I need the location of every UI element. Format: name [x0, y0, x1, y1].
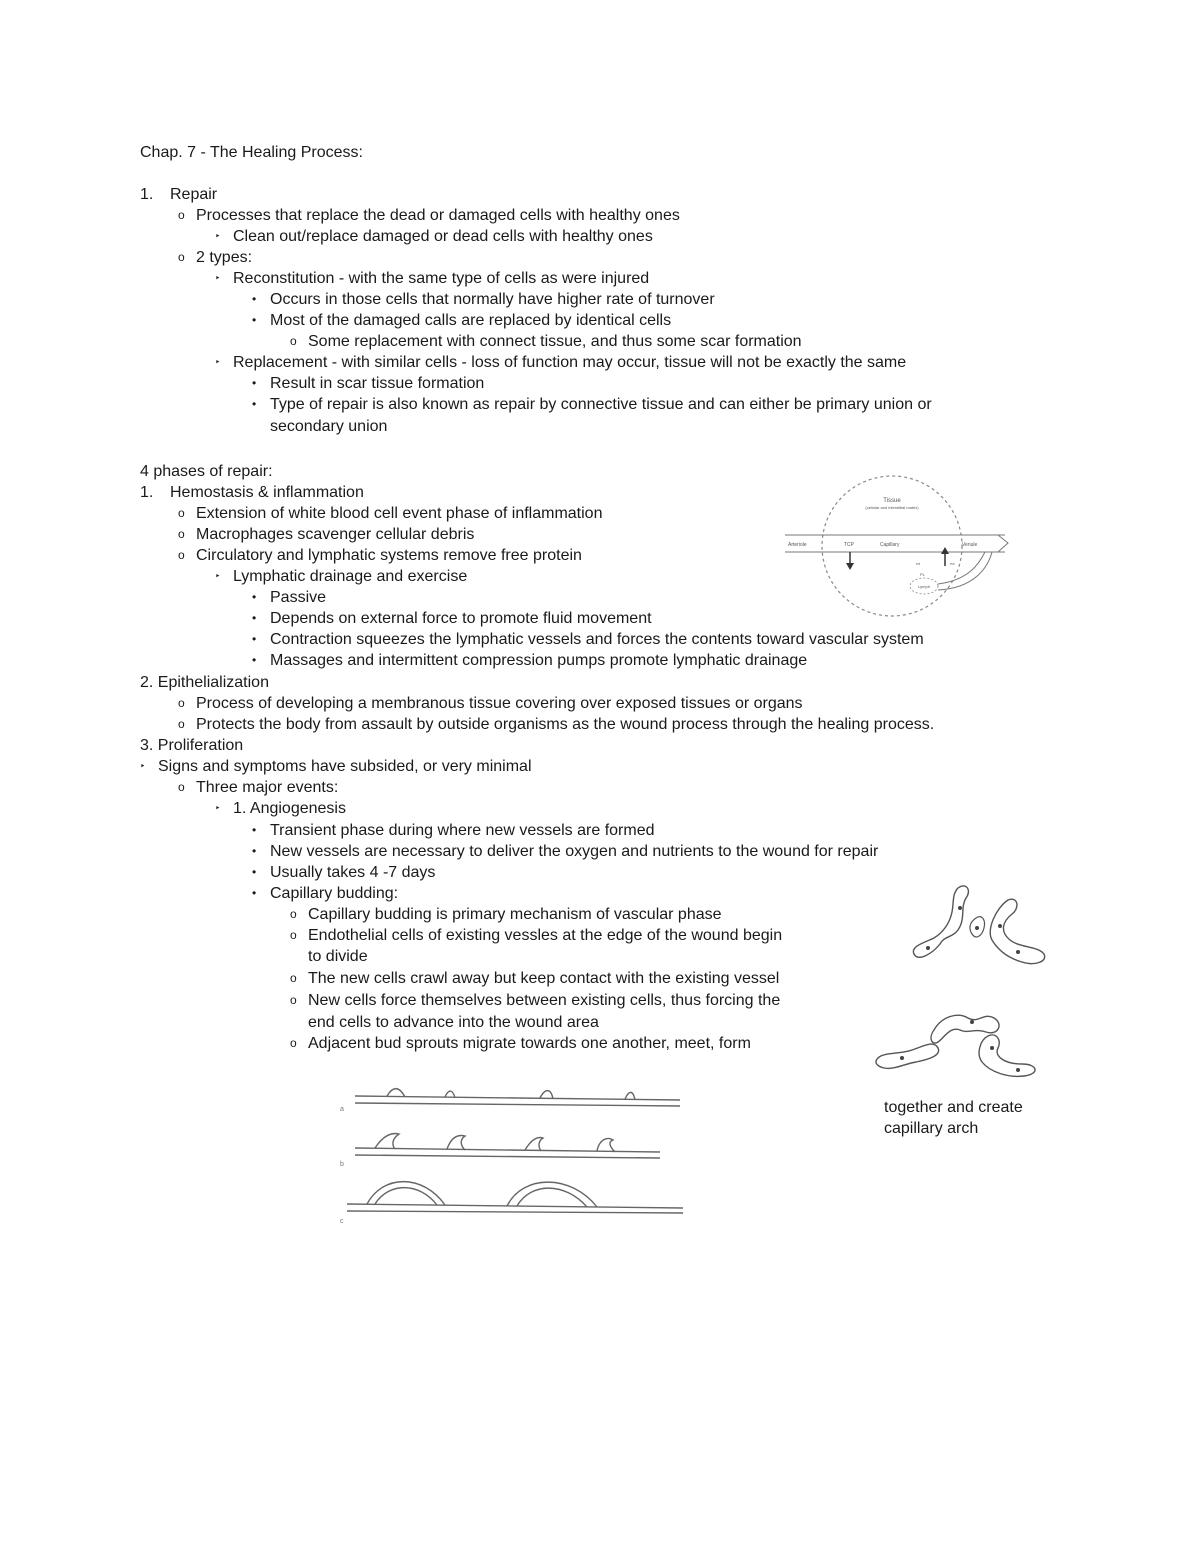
outline-text: Replacement - with similar cells - loss of function may occur, tissue will not be exactly the same [233, 354, 907, 371]
outline-line [215, 798, 346, 819]
bullet-marker: • [252, 865, 257, 879]
pl-label: PL [920, 572, 925, 577]
outline-text: The new cells crawl away but keep contact with the existing vessel [308, 970, 780, 987]
filtration-arrow-head [846, 563, 854, 570]
outline-text: Hemostasis & inflammation [170, 484, 364, 501]
outline-line [290, 968, 779, 989]
outline-text: Depends on external force to promote fluid movement [270, 610, 652, 627]
outline-line [215, 566, 467, 587]
arteriole-label: Arteriole [788, 542, 807, 548]
outline-text: Contraction squeezes the lymphatic vessels and forces the contents toward vascular system [270, 631, 924, 648]
outline-line [308, 1012, 599, 1033]
outline-text: Extension of white blood cell event phase of inflammation [196, 505, 603, 522]
outline-line [140, 482, 364, 503]
outline-line [252, 820, 655, 841]
outline-text: Processes that replace the dead or damaged cells with healthy ones [196, 207, 680, 224]
outline-text: Capillary budding: [270, 885, 399, 902]
outline-line [252, 310, 671, 331]
outline-text: Capillary budding is primary mechanism of vascular phase [308, 906, 722, 923]
outline-line [290, 331, 802, 352]
stage-b [355, 1134, 660, 1158]
outline-line [178, 524, 474, 545]
outline-text: Reconstitution - with the same type of cells as were injured [233, 270, 650, 287]
vessel-end-arrow [998, 535, 1008, 552]
stage-a-label: a [340, 1106, 344, 1113]
outline-text: Process of developing a membranous tissue covering over exposed tissues or organs [196, 695, 803, 712]
cell-nucleus [998, 924, 1002, 928]
outline-text: Circulatory and lymphatic systems remove free protein [196, 547, 582, 564]
bullet-marker: • [252, 397, 257, 411]
bullet-marker: ‣ [215, 571, 221, 581]
bullet-marker: o [290, 993, 297, 1007]
outline-line [178, 545, 582, 566]
tissue-label: Tissue [883, 498, 901, 504]
cell-outline [913, 886, 968, 957]
stage-b-label: b [340, 1161, 344, 1168]
bullet-marker: o [178, 527, 185, 541]
outline-text: Most of the damaged calls are replaced by identical cells [270, 312, 672, 329]
bullet-marker: ‣ [140, 761, 146, 771]
reabsorption-arrow-head [941, 547, 949, 554]
outline-line [252, 650, 807, 671]
outline-line [140, 461, 273, 482]
outline-line [252, 587, 326, 608]
bullet-marker: • [252, 611, 257, 625]
bullet-marker: o [290, 928, 297, 942]
outline-text: Adjacent bud sprouts migrate towards one another, meet, form [308, 1035, 751, 1052]
outline-line [308, 946, 368, 967]
outline-line [252, 862, 435, 883]
outline-text: Massages and intermittent compression pumps promote lymphatic drainage [270, 652, 808, 669]
outline-text: Type of repair is also known as repair by connective tissue and can either be primary union or [270, 396, 932, 413]
bullet-marker: o [290, 907, 297, 921]
bullet-marker: o [178, 717, 185, 731]
outline-line [252, 841, 878, 862]
outline-line [290, 904, 722, 925]
bullet-marker: ‣ [215, 357, 221, 367]
outline-text: Lymphatic drainage and exercise [233, 568, 468, 585]
side-caption-line-1: together and create [884, 1099, 1023, 1116]
outline-line [178, 503, 602, 524]
capillary-label: Capillary [880, 542, 900, 548]
outline-line [140, 756, 532, 777]
page-title: Chap. 7 - The Healing Process: [140, 144, 363, 161]
cell-nucleus [1016, 1068, 1020, 1072]
cell-nucleus [926, 946, 930, 950]
outline-line [290, 925, 782, 946]
bullet-marker: • [252, 376, 257, 390]
outline-line [252, 373, 484, 394]
lymph-vessel [938, 552, 992, 590]
outline-text: Result in scar tissue formation [270, 375, 485, 392]
cell-outline [931, 1015, 999, 1043]
outline-line [178, 777, 338, 798]
capillary-budding-stages [335, 1078, 695, 1228]
cell-outline [876, 1044, 939, 1068]
bullet-marker: o [178, 548, 185, 562]
bullet-marker: o [178, 780, 185, 794]
outline-text: Usually takes 4 -7 days [270, 864, 436, 881]
outline-text: New cells force themselves between existing cells, thus forcing the [308, 992, 781, 1009]
outline-text: New vessels are necessary to deliver the oxygen and nutrients to the wound for repair [270, 843, 879, 860]
outline-line [252, 883, 398, 904]
bullet-marker: o [178, 696, 185, 710]
bullet-marker: • [252, 590, 257, 604]
bullet-marker: o [178, 208, 185, 222]
outline-line [178, 714, 934, 735]
outline-text: 3. Proliferation [140, 737, 244, 754]
bullet-marker: o [290, 971, 297, 985]
outline-line [215, 268, 649, 289]
outline-text: Passive [270, 589, 327, 606]
cell-outline [979, 1035, 1035, 1076]
outline-text: to divide [308, 948, 368, 965]
outline-text: Clean out/replace damaged or dead cells with healthy ones [233, 228, 653, 245]
side-caption-line-2: capillary arch [884, 1120, 979, 1137]
outline-line [178, 205, 680, 226]
outline-line [178, 693, 803, 714]
pi-c-label: πc [950, 561, 955, 566]
outline-line [290, 1033, 751, 1054]
outline-text: Macrophages scavenger cellular debris [196, 526, 475, 543]
outline-text: 4 phases of repair: [140, 463, 273, 480]
outline-line [252, 289, 715, 310]
cell-nucleus [970, 1020, 974, 1024]
bullet-marker: o [178, 250, 185, 264]
outline-text: secondary union [270, 418, 388, 435]
bullet-marker: • [252, 886, 257, 900]
outline-text: 1. Angiogenesis [233, 800, 346, 817]
outline-line [140, 672, 269, 693]
bullet-marker: ‣ [215, 273, 221, 283]
outline-line [215, 352, 906, 373]
outline-line [140, 735, 243, 756]
bullet-marker: • [252, 632, 257, 646]
tissue-sublabel: (cellular and interstitial matrix) [865, 505, 919, 510]
outline-line [215, 226, 653, 247]
cell-nucleus [975, 926, 979, 930]
outline-line [178, 247, 252, 268]
outline-line [290, 990, 780, 1011]
bullet-marker: • [252, 844, 257, 858]
outline-text: Some replacement with connect tissue, and thus some scar formation [308, 333, 802, 350]
stage-c-label: c [340, 1218, 344, 1225]
bullet-marker: ‣ [215, 803, 221, 813]
endothelial-cells-drawing-2 [872, 992, 1052, 1082]
bullet-marker: o [178, 506, 185, 520]
outline-text: Occurs in those cells that normally have higher rate of turnover [270, 291, 715, 308]
capillary-exchange-diagram [780, 462, 1015, 652]
lymph-label: Lymph [918, 584, 930, 589]
outline-line [140, 184, 217, 205]
list-number: 1. [140, 484, 154, 501]
cell-nucleus [900, 1056, 904, 1060]
outline-line [252, 608, 652, 629]
outline-text: Transient phase during where new vessels are formed [270, 822, 655, 839]
cell-nucleus [958, 906, 962, 910]
outline-text: Repair [170, 186, 218, 203]
bullet-marker: • [252, 313, 257, 327]
outline-text: Signs and symptoms have subsided, or very minimal [158, 758, 532, 775]
outline-text: Protects the body from assault by outside organisms as the wound process through the healing process. [196, 716, 935, 733]
outline-text: 2. Epithelialization [140, 674, 269, 691]
bullet-marker: • [252, 823, 257, 837]
outline-text: 2 types: [196, 249, 253, 266]
stage-c [347, 1182, 683, 1213]
pi-t-label: πt [916, 561, 920, 566]
bullet-marker: • [252, 653, 257, 667]
outline-text: Endothelial cells of existing vessles at the edge of the wound begin [308, 927, 783, 944]
tcp-label: TCP [844, 542, 854, 548]
bullet-marker: ‣ [215, 231, 221, 241]
venule-label: Venule [962, 542, 978, 548]
bullet-marker: o [290, 334, 297, 348]
stage-a [355, 1089, 680, 1106]
cell-nucleus [990, 1046, 994, 1050]
outline-line [270, 416, 387, 437]
bullet-marker: o [290, 1036, 297, 1050]
list-number: 1. [140, 186, 154, 203]
bullet-marker: • [252, 292, 257, 306]
outline-text: end cells to advance into the wound area [308, 1014, 599, 1031]
outline-text: Three major events: [196, 779, 339, 796]
cell-nucleus [1016, 950, 1020, 954]
outline-line [252, 394, 932, 415]
endothelial-cells-drawing-1 [900, 878, 1050, 978]
